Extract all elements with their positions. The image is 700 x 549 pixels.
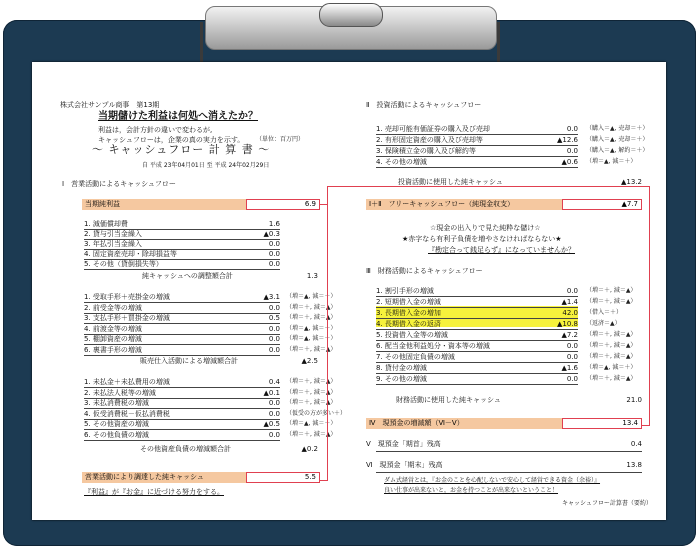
item-value: 0.0 xyxy=(268,409,280,418)
item-label: 3. 支払手形＋買掛金の増減 xyxy=(84,314,170,322)
clip-knob xyxy=(319,3,383,27)
list-item xyxy=(376,124,656,134)
item-label: 9. その他の増減 xyxy=(376,375,427,383)
item-label: 1. 割引手形の増減 xyxy=(376,287,434,295)
item-note: （増＝＋, 減＝▲） xyxy=(286,378,337,385)
item-value: ▲7.2 xyxy=(561,331,578,339)
row-divider xyxy=(376,384,578,385)
item-label: 7. その他固定負債の増減 xyxy=(376,353,455,361)
item-note: （返済＝▲） xyxy=(586,320,621,327)
financing-total-value: 21.0 xyxy=(626,396,642,404)
item-value: 0.0 xyxy=(566,353,578,361)
item-value: ▲0.6 xyxy=(561,158,578,166)
operating-total-label: 営業活動により調達した純キャッシュ xyxy=(85,473,204,481)
item-note: （増＝▲, 減＝＋） xyxy=(286,293,337,300)
item-label: 3. 長期借入金の増加 xyxy=(376,309,441,317)
item-label: 2. 貸与引当金繰入 xyxy=(84,230,142,238)
item-label: 6. 配当金他利益処分・資本等の増減 xyxy=(376,342,490,350)
row-divider xyxy=(84,269,280,270)
free-cash-flow-label: Ⅰ＋Ⅱ フリーキャッシュフロー（純現金収支） xyxy=(369,200,515,208)
item-note: （増＝＋, 減＝▲） xyxy=(586,298,637,305)
list-item xyxy=(376,297,656,307)
other-assets-total-label: その他資産負債の増減額合計 xyxy=(140,445,231,453)
item-value: ▲1.6 xyxy=(561,364,578,372)
opening-balance-value: 0.4 xyxy=(630,440,642,448)
opening-balance-label: Ⅴ 現預金「期首」残高 xyxy=(366,440,441,448)
item-label: 1. 未払金＋未払費用の増減 xyxy=(84,378,170,386)
closing-balance-value: 13.8 xyxy=(626,461,642,469)
item-note: （購入＝▲, 売却＝＋） xyxy=(586,125,649,132)
list-item xyxy=(84,219,324,229)
item-value: 0.0 xyxy=(268,240,280,248)
item-label: 4. その他の増減 xyxy=(376,158,427,166)
item-label: 5. その他資産の増減 xyxy=(84,420,149,428)
period: 自 平成 23年04月01日 至 平成 24年02月29日 xyxy=(142,162,270,169)
item-value: 0.0 xyxy=(268,335,280,343)
closing-note-1: ダム式経営とは，『お金のことを心配しないで安心して経営できる資金（余裕）』 xyxy=(384,477,601,484)
free-cash-flow-value: ▲7.7 xyxy=(562,199,642,210)
company-name: 株式会社サンプル商事 第13期 xyxy=(60,101,160,109)
list-item xyxy=(376,341,656,351)
item-value: 0.0 xyxy=(268,250,280,258)
list-item xyxy=(376,374,656,384)
cash-change-label: Ⅳ 現預金の増減額（Ⅵ－Ⅴ） xyxy=(369,419,464,427)
item-note: （増＝＋, 減＝▲） xyxy=(286,430,337,438)
statement-title: 〜 キャッシュフロー 計 算 書 〜 xyxy=(92,143,271,156)
headline-note-2: キャッシュフローは，企業の真の実力を示す。 xyxy=(98,136,245,144)
item-note: （増＝▲, 減＝＋） xyxy=(286,324,337,332)
list-item xyxy=(84,259,324,269)
headline-note-1: 利益は，会計方針の違いで変わるが, xyxy=(98,126,213,134)
item-label: 1. 減価償却費 xyxy=(84,220,128,228)
operating-section-title: Ⅰ 営業活動によるキャッシュフロー xyxy=(62,180,176,188)
item-label: 2. 前受金等の増減 xyxy=(84,303,142,312)
fcf-note-2: ★赤字なら有利子負債を増やさなければならない★ xyxy=(402,235,562,243)
list-item xyxy=(376,286,656,296)
financing-total-label: 財務活動に使用した純キャッシュ xyxy=(396,396,501,404)
net-income-value: 6.9 xyxy=(246,199,320,210)
cash-flow-document xyxy=(32,62,666,520)
fcf-bracket-line xyxy=(642,186,650,426)
item-value: 0.0 xyxy=(268,430,280,439)
operating-bracket-line xyxy=(320,204,328,481)
item-value: 1.6 xyxy=(268,220,280,228)
list-item xyxy=(84,430,337,440)
item-value: 0.0 xyxy=(566,287,578,295)
row-divider xyxy=(376,167,578,168)
item-note: （増＝▲, 減＝＋） xyxy=(286,335,337,342)
sales-purchase-total-label: 販売仕入活動による増減額合計 xyxy=(140,357,238,365)
item-value: ▲10.8 xyxy=(557,320,578,328)
list-item xyxy=(84,239,324,249)
list-item xyxy=(84,313,337,323)
list-item xyxy=(84,324,337,334)
adjustments-total-label: 純キャッシュへの調整額合計 xyxy=(142,272,233,280)
connector-top-line xyxy=(327,186,649,188)
item-note: （増＝＋, 減＝▲） xyxy=(586,331,637,338)
item-value: 0.0 xyxy=(268,303,280,312)
item-label: 6. 裏書手形の増減 xyxy=(84,345,142,354)
item-value: 0.0 xyxy=(268,324,280,333)
investing-total-label: 投資活動に使用した純キャッシュ xyxy=(398,178,503,186)
item-note: （増＝＋, 減＝▲） xyxy=(586,375,637,382)
item-label: 8. 貸付金の増減 xyxy=(376,364,427,372)
item-value: 0.5 xyxy=(268,314,280,322)
investing-total-value: ▲13.2 xyxy=(621,178,642,186)
item-note: （増＝＋, 減＝▲） xyxy=(286,388,337,396)
item-value: 0.0 xyxy=(268,345,280,354)
item-value: ▲1.4 xyxy=(561,298,578,306)
list-item xyxy=(376,157,656,167)
item-note: （増＝＋, 減＝▲） xyxy=(586,353,637,360)
item-note: （増＝＋, 減＝▲） xyxy=(586,342,637,349)
item-label: 4. 長期借入金の返済 xyxy=(376,320,441,328)
other-assets-total-value: ▲0.2 xyxy=(301,445,318,453)
item-note: （増＝＋, 減＝▲） xyxy=(286,399,337,406)
row-divider xyxy=(84,440,280,441)
item-value: 0.0 xyxy=(566,342,578,350)
list-item xyxy=(84,345,337,355)
item-label: 3. 未払消費税の増減 xyxy=(84,399,149,407)
item-value: 0.0 xyxy=(566,125,578,133)
item-value: 0.0 xyxy=(566,147,578,155)
unit-label: （単位：百万円） xyxy=(256,136,305,143)
item-note: （増＝＋, 減＝▲） xyxy=(586,287,637,294)
list-item xyxy=(376,146,656,156)
list-item xyxy=(376,308,656,318)
item-value: ▲12.6 xyxy=(557,136,578,144)
item-note: （仮受の方が多い＋） xyxy=(286,409,347,417)
item-value: ▲0.1 xyxy=(263,388,280,397)
item-value: 0.0 xyxy=(566,375,578,383)
list-item xyxy=(376,330,656,340)
item-note: （増＝＋, 減＝▲） xyxy=(286,314,337,321)
list-item xyxy=(376,135,656,145)
sales-purchase-total-value: ▲2.5 xyxy=(301,357,318,365)
list-item xyxy=(376,319,656,329)
item-note: （増＝▲, 減＝＋） xyxy=(586,364,637,371)
item-label: 4. 固定資産売却・除却損益等 xyxy=(84,250,177,258)
item-note: （増＝＋, 減＝▲） xyxy=(286,345,337,353)
closing-balance-label: Ⅵ 現預金「期末」残高 xyxy=(366,461,443,469)
item-note: （増＝▲, 減＝＋） xyxy=(286,420,337,427)
item-label: 1. 受取手形＋売掛金の増減 xyxy=(84,293,170,301)
item-label: 4. 前渡金等の増減 xyxy=(84,324,142,333)
item-label: 6. その他負債の増減 xyxy=(84,430,149,439)
list-item xyxy=(84,388,337,398)
item-note: （増＝＋, 減＝▲） xyxy=(286,303,337,311)
fcf-note-1: ☆現金の出入りで見た純粋な儲け☆ xyxy=(430,224,541,232)
fcf-note-3: 『勘定合って銭足らず』になっていませんか？ xyxy=(428,246,575,254)
list-item xyxy=(84,292,337,302)
item-value: ▲3.1 xyxy=(263,293,280,301)
investing-section-title: Ⅱ 投資活動によるキャッシュフロー xyxy=(366,101,482,109)
list-item xyxy=(376,352,656,362)
item-note: （購入＝▲, 売却＝＋） xyxy=(586,136,649,143)
page-footer: キャッシュフロー計算書（要約） xyxy=(562,500,652,507)
cash-change-value: 13.4 xyxy=(562,418,642,429)
operating-total-value: 5.5 xyxy=(246,472,320,483)
document-headline: 当期儲けた利益は何処へ消えたか？ xyxy=(98,111,258,122)
item-label: 2. 有形固定資産の購入及び売却等 xyxy=(376,136,483,144)
list-item xyxy=(84,398,337,408)
item-label: 1. 売却可能有価証券の購入及び売却 xyxy=(376,125,490,133)
list-item xyxy=(84,229,324,239)
list-item xyxy=(84,419,337,429)
item-label: 5. その他（貸倒損失等） xyxy=(84,260,163,268)
list-item xyxy=(84,409,347,419)
item-label: 2. 未払法人税等の増減 xyxy=(84,388,156,397)
operating-footer-note: 『利益』が『お金』に近づける努力をする。 xyxy=(84,488,224,496)
item-value: 42.0 xyxy=(562,309,578,317)
list-item xyxy=(84,303,337,313)
item-label: 5. 投資借入金等の増減 xyxy=(376,331,448,339)
item-label: 3. 保険積立金の購入及び解約等 xyxy=(376,147,476,155)
item-label: 5. 棚卸資産の増減 xyxy=(84,335,142,343)
financing-section-title: Ⅲ 財務活動によるキャッシュフロー xyxy=(366,267,483,275)
list-item xyxy=(84,334,337,344)
list-item xyxy=(84,249,324,259)
item-note: （借入＝＋） xyxy=(586,309,623,316)
item-note: （増＝▲, 減＝＋） xyxy=(586,158,637,165)
closing-note-2: 良い仕事が出来ないと，お金を持つことが出来ないということ！ xyxy=(384,487,559,494)
item-note: （購入＝▲, 解約＝＋） xyxy=(586,147,649,154)
item-label: 3. 年払引当金繰入 xyxy=(84,240,142,248)
item-label: 2. 短期借入金の増減 xyxy=(376,298,441,306)
list-item xyxy=(84,377,337,387)
item-value: 0.0 xyxy=(268,260,280,268)
adjustments-total-value: 1.3 xyxy=(306,272,318,280)
item-value: 0.0 xyxy=(268,399,280,407)
item-label: 4. 仮受消費税－仮払消費税 xyxy=(84,409,170,418)
item-value: ▲0.3 xyxy=(263,230,280,238)
item-value: ▲0.5 xyxy=(263,420,280,428)
list-item xyxy=(376,363,656,373)
item-value: 0.4 xyxy=(268,378,280,386)
net-income-label: 当期純利益 xyxy=(85,200,120,208)
